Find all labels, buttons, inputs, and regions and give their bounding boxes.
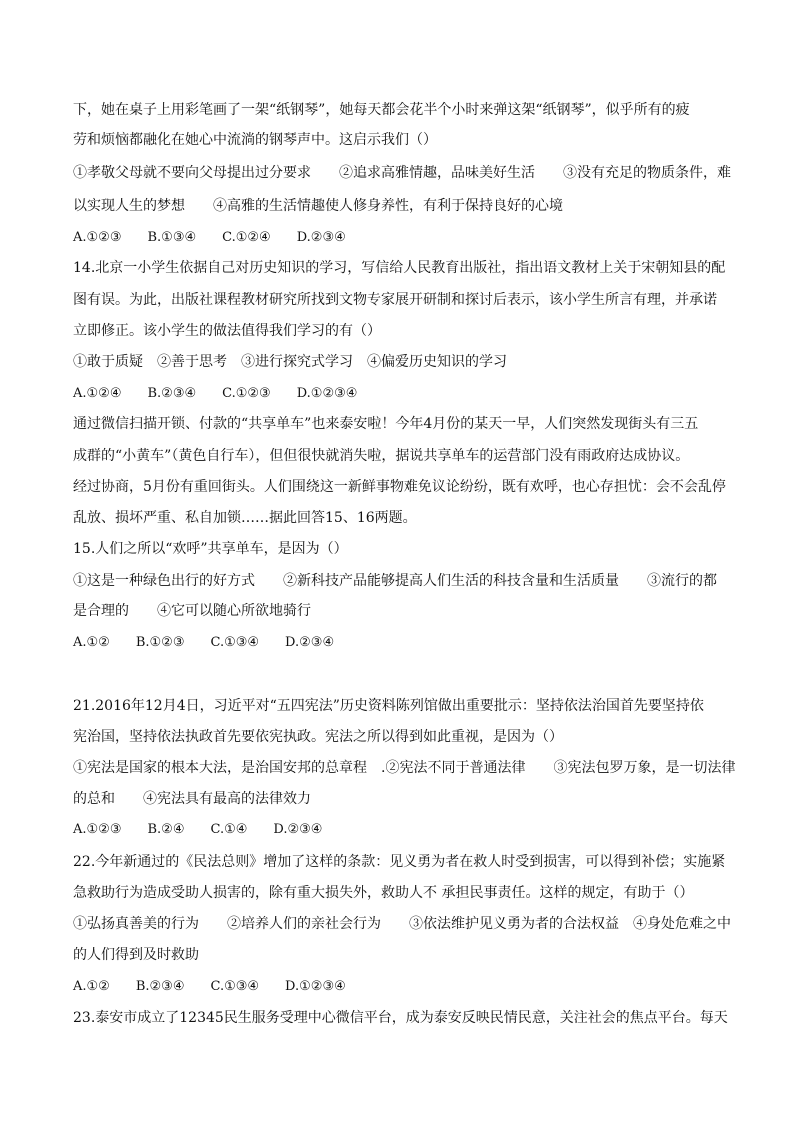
answer-options: A.①②③ B.②④ C.①④ D.②③④ <box>73 822 323 837</box>
text-line: 立即修正。该小学生的做法值得我们学习的有（） <box>73 323 381 339</box>
text-line: 下，她在桌子上用彩笔画了一架“纸钢琴”，她每天都会花半个小时来弹这架“纸钢琴”，似乎所有的疲 <box>73 102 690 118</box>
text-line: 通过微信扫描开锁、付款的“共享单车”也来泰安啦！今年4月份的某天一早，人们突然发现街头有三五 <box>73 416 699 432</box>
question-line: 14.北京一小学生依据自己对历史知识的学习，写信给人民教育出版社，指出语文教材上关于宋朝知县的配 <box>73 260 726 276</box>
text-line: 的人们得到及时救助 <box>73 947 199 963</box>
answer-options: A.①②④ B.②③④ C.①②③ D.①②③④ <box>73 386 358 401</box>
text-line: ①这是一种绿色出行的好方式 ②新科技产品能够提高人们生活的科技含量和生活质量 ③流行的都 <box>73 573 717 589</box>
text-line: 劳和烦恼都融化在她心中流淌的钢琴声中。这启示我们（） <box>73 132 437 148</box>
text-line: 是合理的 ④它可以随心所欲地骑行 <box>73 603 311 619</box>
text-line: 的总和 ④宪法具有最高的法律效力 <box>73 791 311 807</box>
text-line: 以实现人生的梦想 ④高雅的生活情趣使人修身养性，有利于保持良好的心境 <box>73 198 563 214</box>
question-line: 23.泰安市成立了12345民生服务受理中心微信平台，成为泰安反映民情民意，关注社会的焦点平台。每天 <box>73 1010 728 1026</box>
text-line: 急救助行为造成受助人损害的，除有重大损失外，救助人不 承担民事责任。这样的规定，有助于（） <box>73 885 694 901</box>
question-line: 15.人们之所以“欢呼”共享单车，是因为（） <box>73 541 348 557</box>
question-line: 21.2016年12月4日，习近平对“五四宪法”历史资料陈列馆做出重要批示：坚持依法治国首先要坚持依 <box>73 698 704 714</box>
answer-options: A.①②③ B.①③④ C.①②④ D.②③④ <box>73 230 346 245</box>
text-line: ①宪法是国家的根本大法，是治国安邦的总章程 .②宪法不同于普通法律 ③宪法包罗万象，是一切法律 <box>73 760 736 776</box>
text-line: 宪治国，坚持依法执政首先要依宪执政。宪法之所以得到如此重视，是因为（） <box>73 729 563 745</box>
question-line: 22.今年新通过的《民法总则》增加了这样的条款：见义勇为者在救人时受到损害，可以得到补偿；实施紧 <box>73 854 726 870</box>
text-line: ①孝敬父母就不要向父母提出过分要求 ②追求高雅情趣，品味美好生活 ③没有充足的物质条件，难 <box>73 165 731 181</box>
answer-options: A.①② B.②③④ C.①③④ D.①②③④ <box>73 979 346 994</box>
text-line: 成群的“小黄车”（黄色自行车），但但很快就消失啦，据说共享单车的运营部门没有雨政府达成协议。 <box>73 448 690 464</box>
answer-options: A.①② B.①②③ C.①③④ D.②③④ <box>73 635 335 650</box>
text-line: 经过协商，5月份有重回街头。人们围绕这一新鲜事物难免议论纷纷，既有欢呼，也心存担忧：会不会乱停 <box>73 479 726 495</box>
text-line: 图有误。为此，出版社课程教材研究所找到文物专家展开研制和探讨后表示，该小学生所言有理，并承诺 <box>73 292 717 308</box>
text-line: ①弘扬真善美的行为 ②培养人们的亲社会行为 ③依法维护见义勇为者的合法权益 ④身处危难之中 <box>73 916 731 932</box>
text-line: ①敢于质疑 ②善于思考 ③进行探究式学习 ④偏爱历史知识的学习 <box>73 354 507 370</box>
text-line: 乱放、损坏严重、私自加锁……据此回答15、16两题。 <box>73 510 417 526</box>
